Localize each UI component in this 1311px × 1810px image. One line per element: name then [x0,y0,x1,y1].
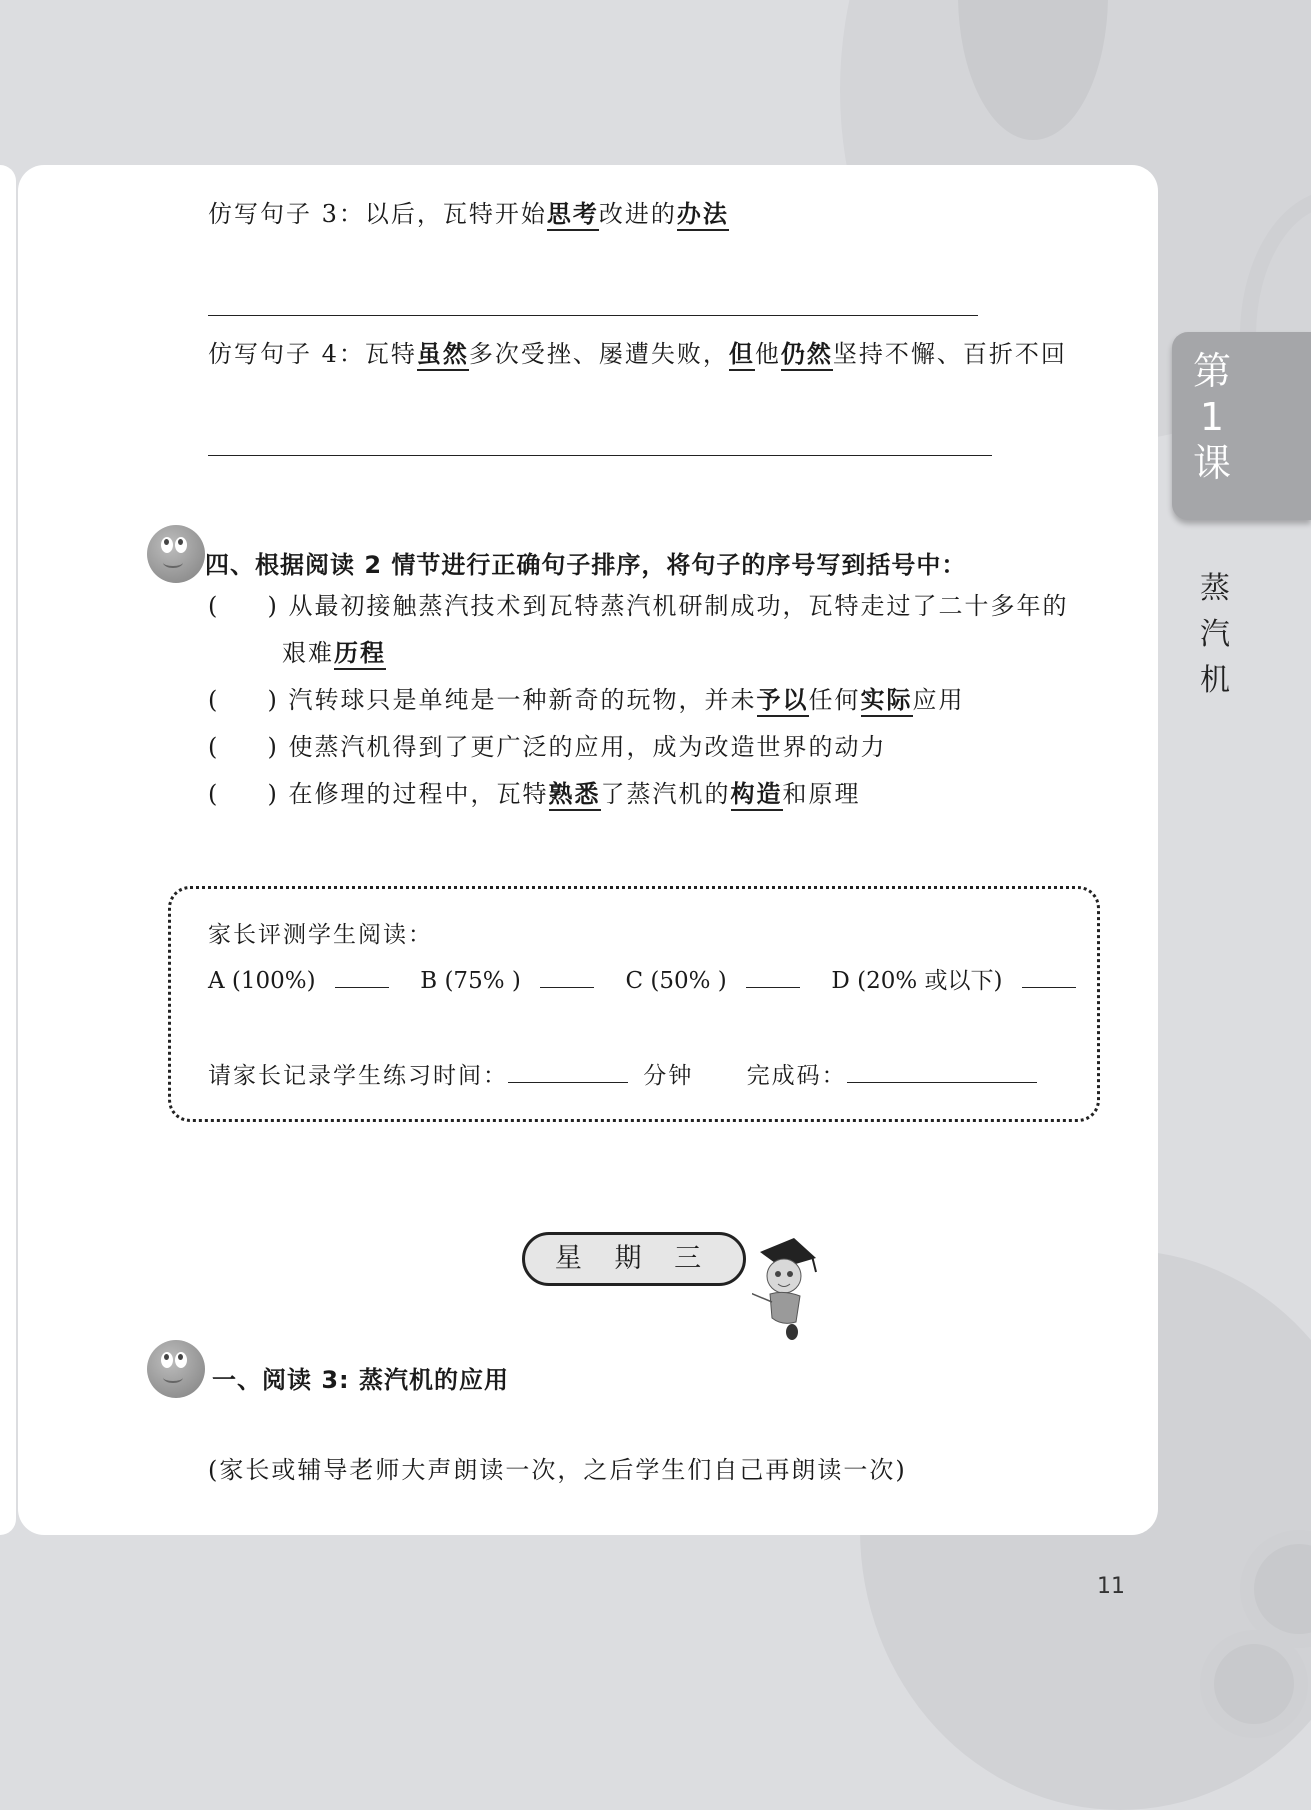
grade-d-blank[interactable] [1022,969,1076,988]
underlined-word: 仍然 [781,340,833,371]
order-bracket-input[interactable]: ( ) [208,780,279,808]
day-label-badge: 星 期 三 [522,1232,746,1286]
answer-line-4[interactable] [208,455,992,456]
evaluation-options: A (100%) B (75% ) C (50% ) D (20% 或以下) [208,962,1076,995]
ordering-item-3: ( ) 使蒸汽机得到了更广泛的应用，成为改造世界的动力 [208,733,887,761]
evaluation-title: 家长评测学生阅读： [208,922,433,948]
sentence-3-prompt: 仿写句子 3：以后，瓦特开始思考改进的办法 [208,194,729,229]
practice-minutes-blank[interactable] [508,1064,628,1083]
background-circle-decoration [1200,1630,1308,1738]
underlined-word: 历程 [334,639,386,670]
underlined-word: 熟悉 [549,780,601,811]
grade-b-blank[interactable] [540,969,594,988]
underlined-word: 予以 [757,686,809,717]
underlined-word: 构造 [731,780,783,811]
ordering-item-2: ( ) 汽转球只是单纯是一种新奇的玩物，并未予以任何实际应用 [208,680,965,715]
ordering-item-1: ( ) 从最初接触蒸汽技术到瓦特蒸汽机研制成功，瓦特走过了二十多年的 [208,592,1069,620]
underlined-word: 思考 [547,200,599,231]
grade-c-blank[interactable] [746,969,800,988]
smiley-icon [147,525,205,583]
section-1-title: 一、阅读 3: 蒸汽机的应用 [212,1366,510,1394]
reading-instruction: (家长或辅导老师大声朗读一次，之后学生们自己再朗读一次) [208,1456,907,1484]
sentence-4-prompt: 仿写句子 4：瓦特虽然多次受挫、屡遭失败，但他仍然坚持不懈、百折不回 [208,334,1067,369]
underlined-word: 但 [729,340,755,371]
underlined-word: 办法 [677,200,729,231]
page-number: 11 [1097,1574,1125,1599]
worksheet-card [18,165,1158,1535]
section-4-title: 四、根据阅读 2 情节进行正确句子排序，将句子的序号写到括号中： [205,551,967,579]
ordering-item-4: ( ) 在修理的过程中，瓦特熟悉了蒸汽机的构造和原理 [208,774,861,809]
graduate-mascot-icon [752,1232,822,1342]
ordering-item-1-cont: 艰难历程 [282,633,386,668]
completion-code-blank[interactable] [847,1064,1037,1083]
order-bracket-input[interactable]: ( ) [208,592,279,620]
order-bracket-input[interactable]: ( ) [208,686,279,714]
left-page-edge [0,165,16,1535]
grade-a-blank[interactable] [335,969,389,988]
answer-line-3[interactable] [208,315,978,316]
lesson-subject: 蒸 汽 机 [1200,571,1230,698]
order-bracket-input[interactable]: ( ) [208,733,279,761]
lesson-tab: 第 1 课 [1172,332,1311,520]
smiley-icon [147,1340,205,1398]
underlined-word: 虽然 [417,340,469,371]
practice-time-row: 请家长记录学生练习时间： 分钟 完成码： [208,1057,1037,1090]
underlined-word: 实际 [861,686,913,717]
